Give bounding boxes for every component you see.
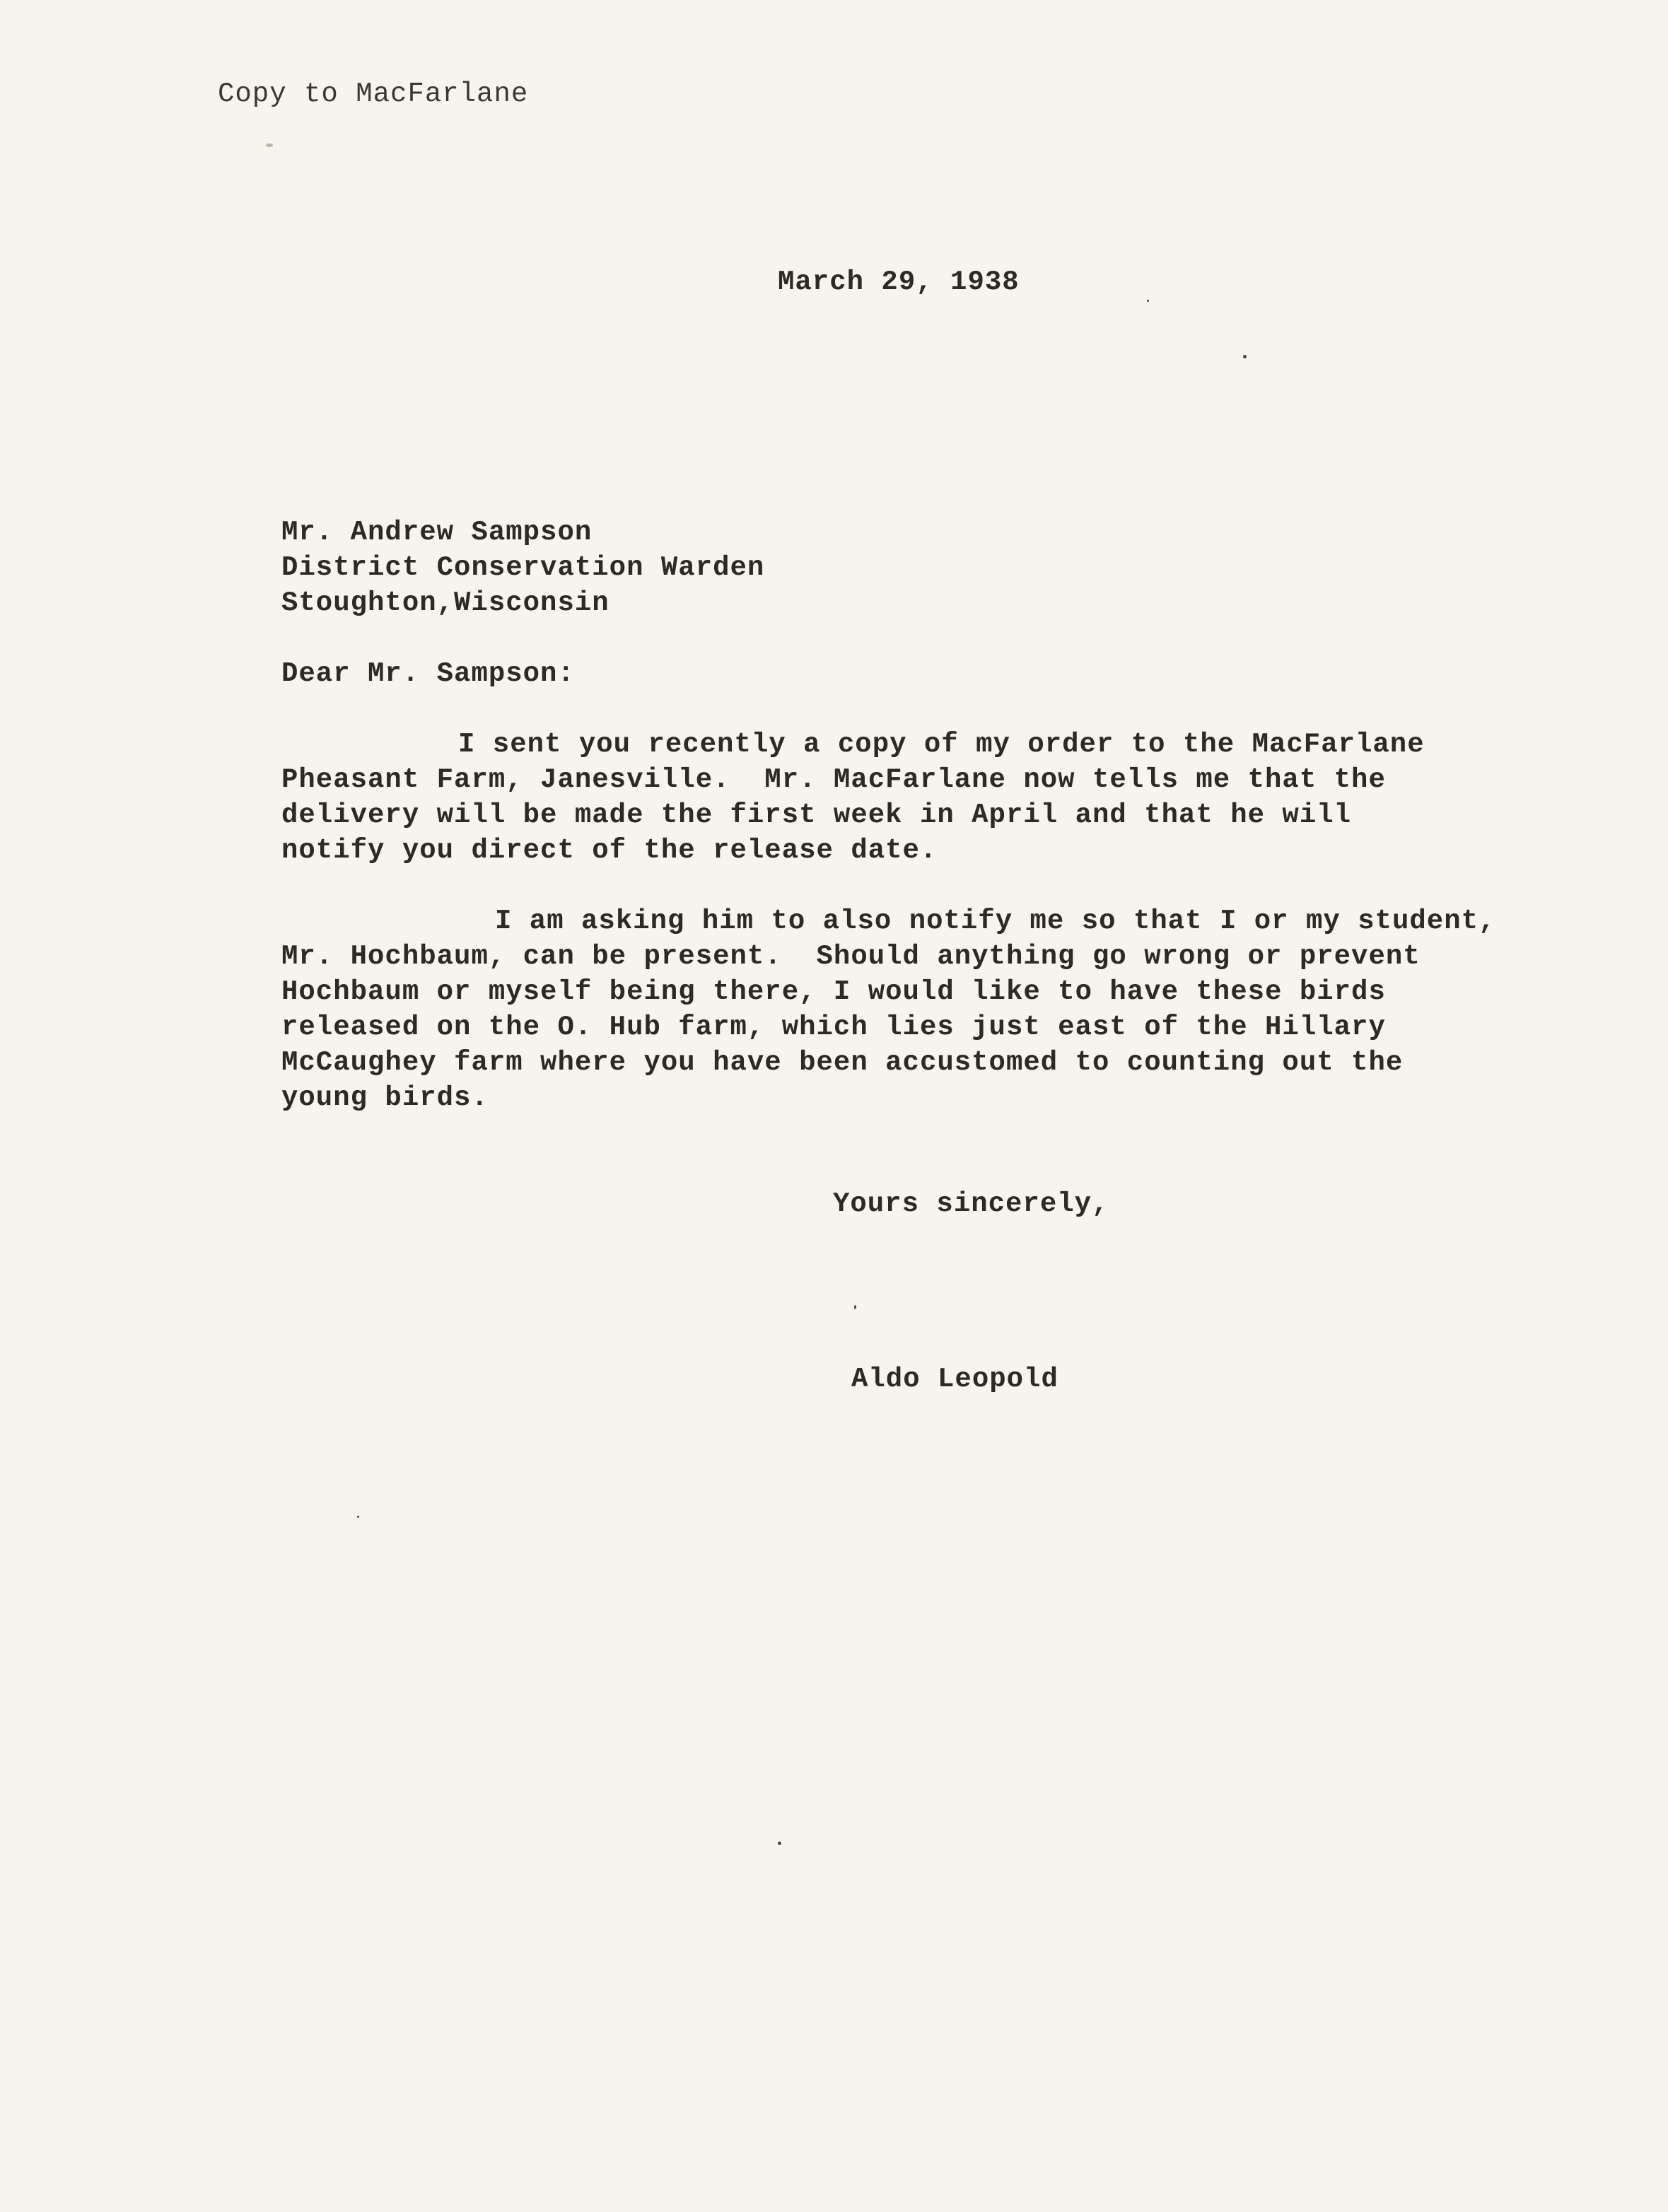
salutation: Dear Mr. Sampson: <box>281 658 575 689</box>
letter-date: March 29, 1938 <box>778 267 1020 298</box>
paragraph-1-line: I sent you recently a copy of my order to the MacFarlane <box>458 729 1425 760</box>
closing: Yours sincerely, <box>833 1188 1109 1219</box>
paragraph-2-line: Hochbaum or myself being there, I would like to have these birds <box>281 976 1386 1007</box>
paper-speck <box>1147 300 1149 302</box>
signature-name: Aldo Leopold <box>851 1364 1058 1395</box>
recipient-name: Mr. Andrew Sampson <box>281 517 593 548</box>
paragraph-2-line: Mr. Hochbaum, can be present. Should anything go wrong or prevent <box>281 941 1421 972</box>
paragraph-1-line: Pheasant Farm, Janesville. Mr. MacFarlane now tells me that the <box>281 764 1386 795</box>
paragraph-2-line: young birds. <box>281 1082 489 1113</box>
recipient-location: Stoughton,Wisconsin <box>281 587 610 619</box>
paper-speck <box>1243 355 1247 358</box>
recipient-title: District Conservation Warden <box>281 552 765 583</box>
paper-speck <box>854 1305 856 1309</box>
paragraph-2-line: I am asking him to also notify me so that I or my student, <box>495 906 1496 937</box>
paper-speck <box>357 1516 359 1518</box>
paper-speck <box>778 1842 781 1845</box>
copy-note: Copy to MacFarlane <box>218 78 529 110</box>
paragraph-2-line: released on the O. Hub farm, which lies just east of the Hillary <box>281 1012 1386 1043</box>
paper-speck <box>266 144 273 147</box>
paragraph-1-line: notify you direct of the release date. <box>281 835 938 866</box>
paragraph-2-line: McCaughey farm where you have been accustomed to counting out the <box>281 1047 1404 1078</box>
paragraph-1-line: delivery will be made the first week in April and that he will <box>281 800 1352 831</box>
